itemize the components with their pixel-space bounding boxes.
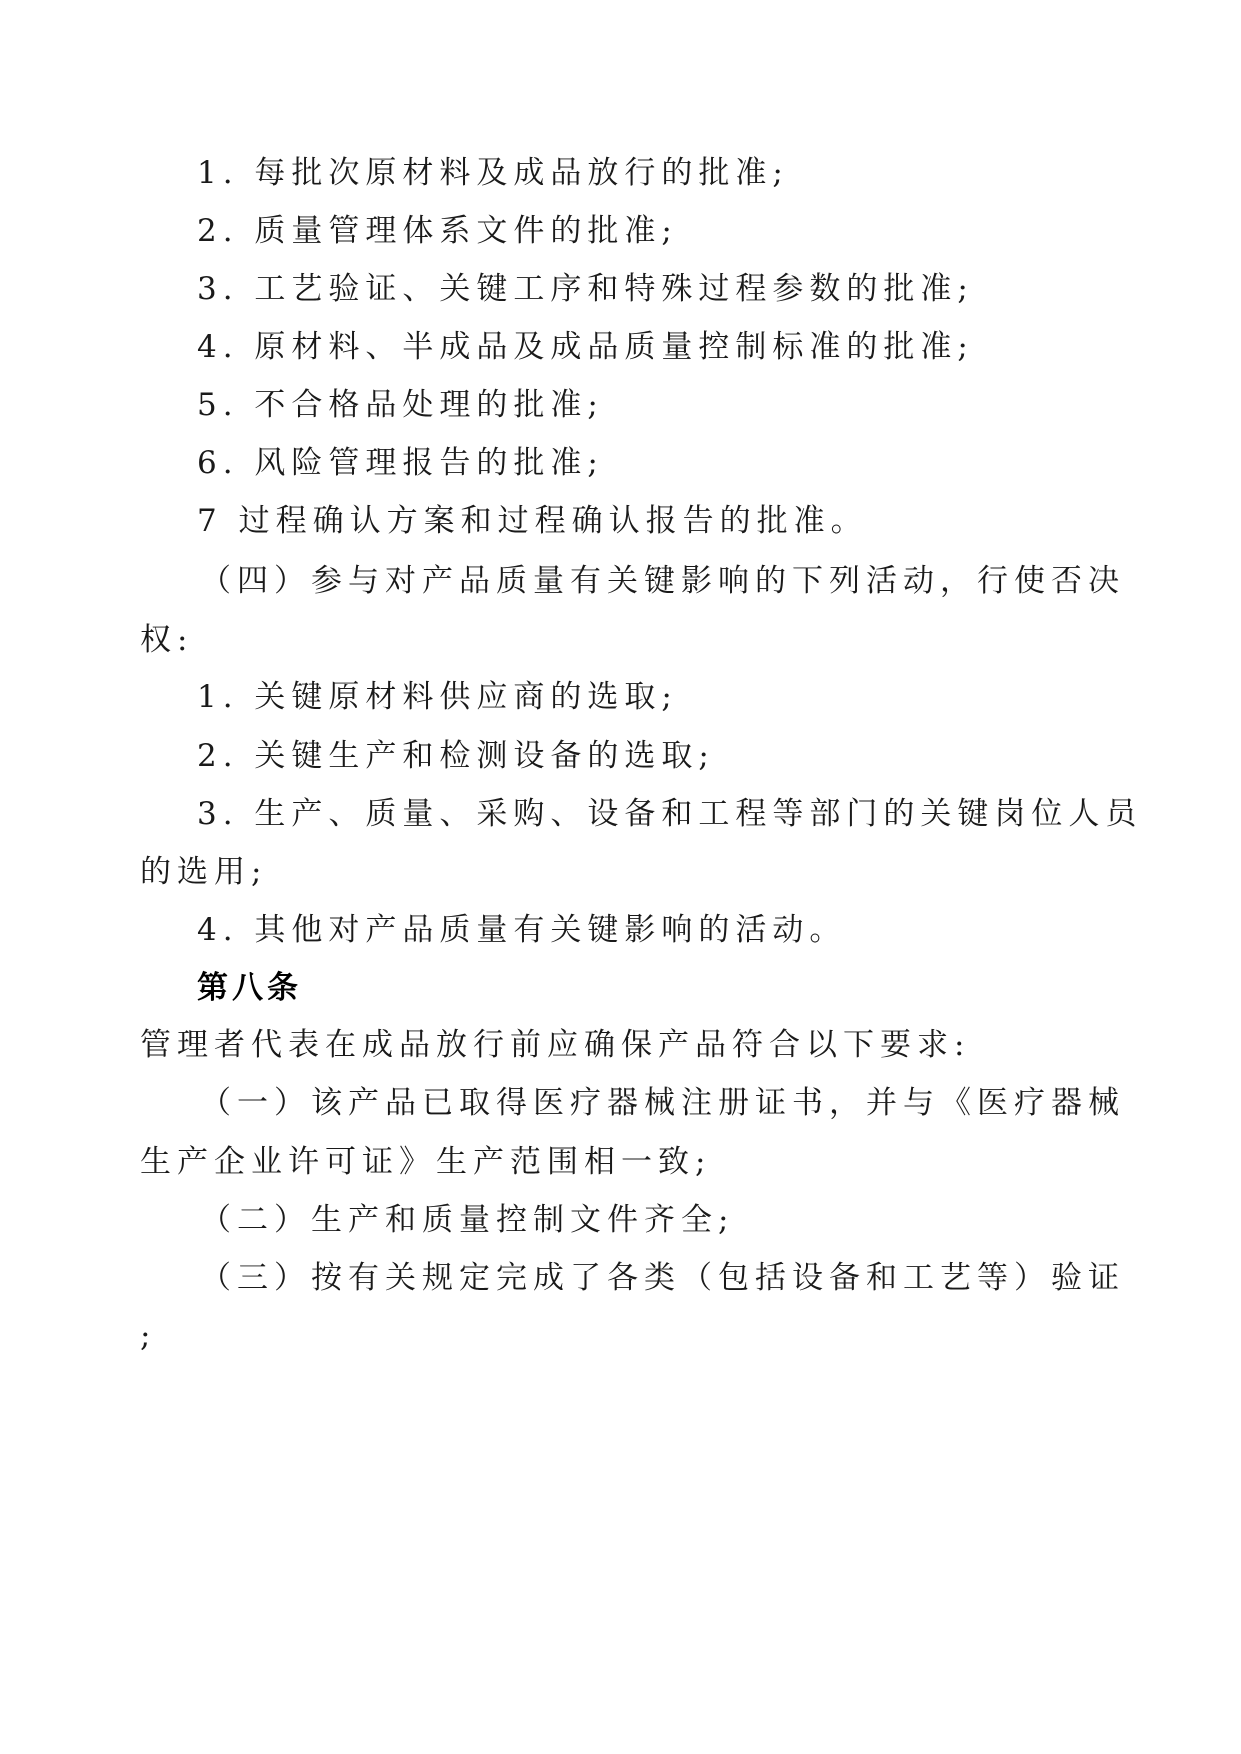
approval-item-6: 6. 风险管理报告的批准; [197, 445, 604, 481]
requirement-1-line-1: （一）该产品已取得医疗器械注册证书，并与《医疗器械 [200, 1085, 1125, 1121]
approval-item-4: 4. 原材料、半成品及成品质量控制标准的批准; [197, 329, 974, 365]
requirement-3-line-1: （三）按有关规定完成了各类（包括设备和工艺等）验证 [200, 1260, 1125, 1296]
requirement-2: （二）生产和质量控制文件齐全; [200, 1202, 735, 1238]
article-heading: 第八条 [197, 970, 302, 1006]
requirement-3-line-2: ; [140, 1318, 157, 1354]
approval-item-3: 3. 工艺验证、关键工序和特殊过程参数的批准; [197, 271, 974, 307]
veto-item-4: 4. 其他对产品质量有关键影响的活动。 [197, 912, 847, 948]
veto-paragraph-line-2: 权: [140, 622, 194, 658]
approval-item-7: 7 过程确认方案和过程确认报告的批准。 [197, 503, 868, 539]
veto-item-3-line-1: 3. 生产、质量、采购、设备和工程等部门的关键岗位人员 [197, 796, 1143, 832]
approval-item-1: 1. 每批次原材料及成品放行的批准; [197, 155, 789, 191]
veto-paragraph-line-1: （四）参与对产品质量有关键影响的下列活动，行使否决 [200, 563, 1125, 599]
approval-item-5: 5. 不合格品处理的批准; [197, 387, 604, 423]
veto-item-3-line-2: 的选用; [140, 854, 268, 890]
article-intro: 管理者代表在成品放行前应确保产品符合以下要求: [140, 1027, 971, 1063]
veto-item-1: 1. 关键原材料供应商的选取; [197, 679, 678, 715]
veto-item-2: 2. 关键生产和检测设备的选取; [197, 738, 715, 774]
approval-item-2: 2. 质量管理体系文件的批准; [197, 213, 678, 249]
requirement-1-line-2: 生产企业许可证》生产范围相一致; [140, 1144, 712, 1180]
